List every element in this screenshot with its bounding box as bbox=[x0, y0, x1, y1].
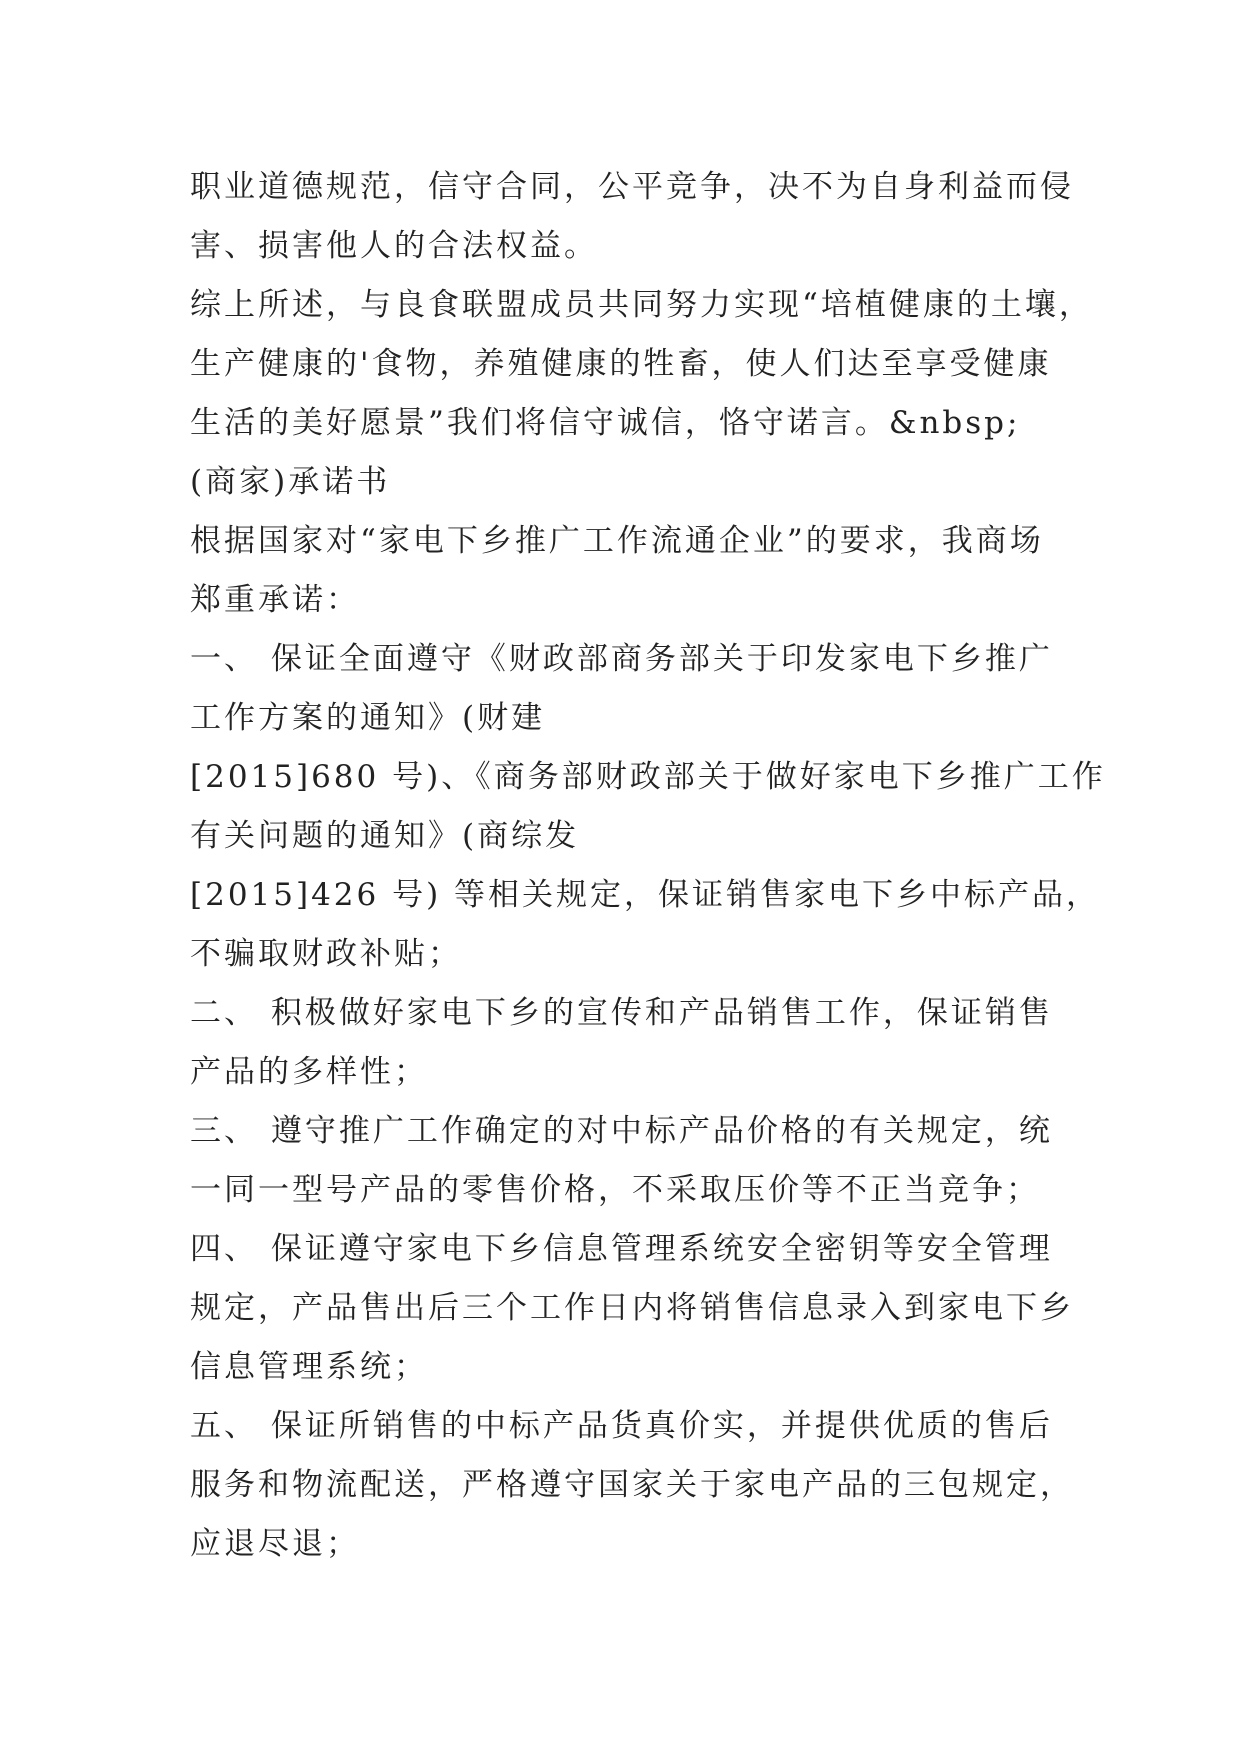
list-item-line: 二、 积极做好家电下乡的宣传和产品销售工作，保证销售 bbox=[190, 995, 1053, 1031]
document-body bbox=[190, 158, 1106, 1574]
list-item-line: 工作方案的通知》(财建 bbox=[190, 700, 546, 736]
text-line: 害、损害他人的合法权益。 bbox=[190, 228, 598, 264]
text-line: 职业道德规范，信守合同，公平竞争，决不为自身利益而侵 bbox=[190, 169, 1074, 205]
list-item-line: 一同一型号产品的零售价格，不采取压价等不正当竞争； bbox=[190, 1172, 1040, 1208]
list-item-line: 五、 保证所销售的中标产品货真价实，并提供优质的售后 bbox=[190, 1408, 1053, 1444]
text-line: 生活的美好愿景”我们将信守诚信，恪守诺言。&nbsp; bbox=[190, 405, 1021, 441]
list-item-line: 有关问题的通知》(商综发 bbox=[190, 818, 580, 854]
list-item-line: 服务和物流配送，严格遵守国家关于家电产品的三包规定， bbox=[190, 1467, 1074, 1503]
list-item-line: [2015]680 号)、《商务部财政部关于做好家电下乡推广工作 bbox=[190, 759, 1106, 795]
list-item-line: 四、 保证遵守家电下乡信息管理系统安全密钥等安全管理 bbox=[190, 1231, 1053, 1267]
list-item-line: 三、 遵守推广工作确定的对中标产品价格的有关规定，统 bbox=[190, 1113, 1053, 1149]
list-item-line: 产品的多样性； bbox=[190, 1054, 428, 1090]
section-heading: (商家)承诺书 bbox=[190, 464, 391, 500]
text-line: 郑重承诺： bbox=[190, 582, 360, 618]
text-line: 生产健康的'食物，养殖健康的牲畜，使人们达至享受健康 bbox=[190, 346, 1052, 382]
list-item-line: 信息管理系统； bbox=[190, 1349, 428, 1385]
list-item-line: 不骗取财政补贴； bbox=[190, 936, 462, 972]
text-line: 根据国家对“家电下乡推广工作流通企业”的要求，我商场 bbox=[190, 523, 1044, 559]
list-item-line: 应退尽退； bbox=[190, 1526, 360, 1562]
list-item-line: 规定，产品售出后三个工作日内将销售信息录入到家电下乡 bbox=[190, 1290, 1074, 1326]
list-item-line: 一、 保证全面遵守《财政部商务部关于印发家电下乡推广 bbox=[190, 641, 1053, 677]
text-line: 综上所述，与良食联盟成员共同努力实现“培植健康的土壤， bbox=[190, 287, 1093, 323]
list-item-line: [2015]426 号) 等相关规定，保证销售家电下乡中标产品， bbox=[190, 877, 1101, 913]
